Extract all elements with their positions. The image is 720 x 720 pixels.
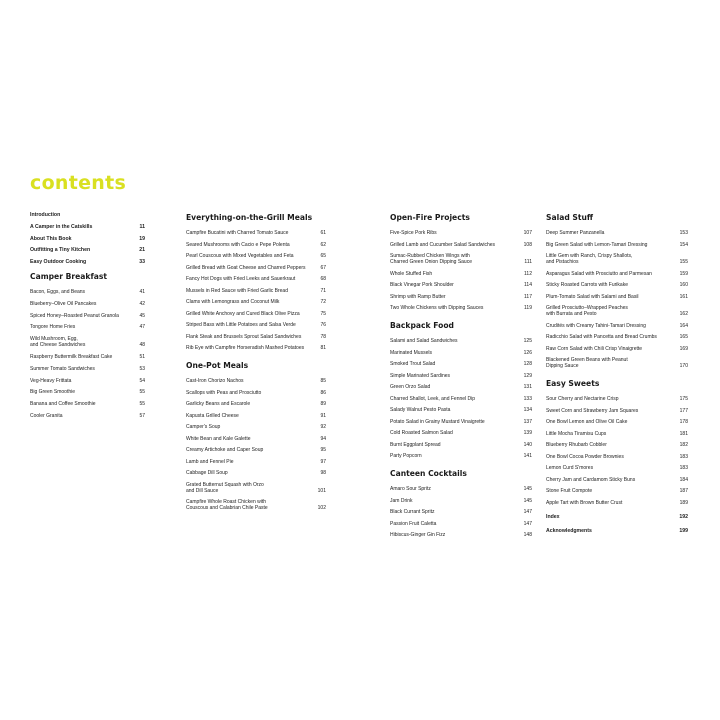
entry-title: Simple Marinated Sardines xyxy=(390,372,451,379)
entry-title: Raw Corn Salad with Chili Crisp Vinaigrette xyxy=(546,345,643,352)
toc-entry xyxy=(30,247,145,253)
entry-page-number: 139 xyxy=(523,430,532,436)
section-heading: Everything-on-the-Grill Meals xyxy=(186,213,313,222)
toc-section xyxy=(546,212,688,369)
entry-title: Cold Roasted Salmon Salad xyxy=(390,430,453,436)
toc-entry xyxy=(390,430,532,436)
toc-entry xyxy=(186,413,326,419)
toc-entry xyxy=(30,401,145,407)
toc-section xyxy=(390,212,532,311)
entry-page-number: 155 xyxy=(679,259,688,265)
section-heading: Canteen Cocktails xyxy=(390,469,467,478)
entry-title: Hibiscus-Ginger Gin Fizz xyxy=(390,532,446,538)
entry-page-number: 145 xyxy=(523,497,532,504)
entry-page-number: 42 xyxy=(139,300,145,307)
entry-page-number: 51 xyxy=(139,353,145,360)
section-heading: One-Pot Meals xyxy=(186,361,249,370)
entry-page-number: 134 xyxy=(523,407,532,413)
toc-item-list xyxy=(186,378,326,511)
entry-page-number: 33 xyxy=(139,259,145,266)
entry-page-number: 184 xyxy=(679,476,688,483)
toc-entry xyxy=(186,242,326,248)
toc-section xyxy=(390,320,532,459)
section-heading: Open-Fire Projects xyxy=(390,213,470,222)
entry-title: Rib Eye with Campfire Horseradish Mashed Potatoes xyxy=(186,345,305,351)
entry-page-number: 161 xyxy=(679,293,688,300)
toc-entry xyxy=(546,442,688,448)
entry-page-number: 160 xyxy=(679,282,688,288)
toc-entry xyxy=(390,230,532,236)
toc-entry xyxy=(186,459,326,465)
toc-entry xyxy=(30,389,145,395)
entry-title: Green Orzo Salad xyxy=(390,384,431,390)
entry-page-number: 192 xyxy=(679,513,688,520)
entry-page-number: 71 xyxy=(320,287,326,294)
entry-page-number: 181 xyxy=(679,430,688,437)
entry-title: Little Gem with Ranch, Crispy Shallots, and Pistachios xyxy=(546,253,633,265)
toc-section xyxy=(30,271,145,419)
entry-title: Blueberry Rhubarb Cobbler xyxy=(546,442,607,448)
entry-page-number: 55 xyxy=(139,401,145,408)
toc-entry xyxy=(186,299,326,305)
entry-page-number: 48 xyxy=(139,342,145,349)
toc-entry xyxy=(390,253,532,265)
entry-page-number: 119 xyxy=(524,305,532,311)
entry-title: Summer Tomato Sandwiches xyxy=(30,365,95,372)
toc-entry xyxy=(546,357,688,369)
toc-entry xyxy=(30,224,145,230)
toc-entry xyxy=(546,408,688,414)
toc-entry xyxy=(390,442,532,448)
entry-title: Sour Cherry and Nectarine Crisp xyxy=(546,396,619,402)
entry-title: Lemon Curd S'mores xyxy=(546,465,594,471)
toc-entry xyxy=(390,407,532,413)
entry-page-number: 78 xyxy=(320,333,326,340)
entry-page-number: 95 xyxy=(320,447,326,453)
toc-entry xyxy=(390,396,532,402)
entry-title: Flank Steak and Brussels Sprout Salad Sandwiches xyxy=(186,333,302,340)
entry-title: Creamy Artichoke and Caper Soup xyxy=(186,447,264,453)
entry-title: Deep Summer Panzanella xyxy=(546,230,605,236)
entry-title: Stone Fruit Compote xyxy=(546,488,593,494)
toc-entry xyxy=(546,500,688,506)
entry-title: Campfire Whole Roast Chicken with Couscous and Calabrian Chile Paste xyxy=(186,499,268,511)
entry-page-number: 147 xyxy=(523,509,532,515)
entry-title: White Bean and Kale Galette xyxy=(186,435,251,442)
toc-entry xyxy=(186,482,326,494)
entry-title: About This Book xyxy=(30,235,72,242)
entry-page-number: 162 xyxy=(679,311,688,317)
entry-page-number: 141 xyxy=(523,453,532,459)
toc-back-matter xyxy=(546,514,688,534)
entry-title: Plum-Tomato Salad with Salami and Basil xyxy=(546,293,639,300)
entry-title: Mussels in Red Sauce with Fried Garlic Bread xyxy=(186,287,288,294)
entry-title: Blueberry–Olive Oil Pancakes xyxy=(30,300,97,307)
toc-entry xyxy=(546,253,688,265)
toc-entry xyxy=(546,282,688,288)
toc-entry xyxy=(546,396,688,402)
toc-entry xyxy=(546,477,688,483)
entry-title: Cast-Iron Chorizo Nachos xyxy=(186,378,244,384)
toc-entry xyxy=(390,350,532,356)
entry-title: Salami and Salad Sandwiches xyxy=(390,338,458,344)
entry-page-number: 147 xyxy=(523,520,532,527)
entry-title: Tongore Home Fries xyxy=(30,324,76,331)
entry-page-number: 68 xyxy=(320,276,326,282)
entry-page-number: 98 xyxy=(320,470,326,476)
section-heading: Camper Breakfast xyxy=(30,271,108,281)
toc-entry xyxy=(30,289,145,295)
entry-title: A Camper in the Catskills xyxy=(30,223,93,230)
entry-page-number: 126 xyxy=(523,349,532,356)
toc-entry xyxy=(186,401,326,407)
entry-page-number: 117 xyxy=(524,293,532,300)
entry-page-number: 55 xyxy=(139,389,145,396)
entry-title: Scallops with Peas and Prosciutto xyxy=(186,389,262,396)
entry-page-number: 183 xyxy=(679,465,688,471)
toc-entry xyxy=(186,390,326,396)
entry-title: Whole Stuffed Fish xyxy=(390,270,433,277)
entry-page-number: 199 xyxy=(679,527,688,534)
entry-title: Grated Butternut Squash with Orzo and Dill Sauce xyxy=(186,481,264,494)
entry-page-number: 177 xyxy=(679,407,688,414)
toc-column-4 xyxy=(546,212,688,542)
entry-title: Index xyxy=(546,513,560,520)
entry-page-number: 54 xyxy=(139,377,145,384)
toc-entry xyxy=(390,384,532,390)
toc-entry xyxy=(30,236,145,242)
entry-title: One Bowl Lemon and Olive Oil Cake xyxy=(546,419,628,425)
entry-page-number: 140 xyxy=(523,441,532,448)
entry-page-number: 165 xyxy=(679,334,688,340)
toc-entry xyxy=(186,230,326,236)
entry-page-number: 62 xyxy=(320,241,326,248)
toc-entry xyxy=(546,334,688,340)
entry-title: Lamb and Fennel Pie xyxy=(186,458,234,465)
entry-page-number: 108 xyxy=(523,241,532,248)
entry-page-number: 102 xyxy=(317,505,326,511)
entry-title: Five-Spice Pork Ribs xyxy=(390,230,437,236)
entry-page-number: 92 xyxy=(320,424,326,430)
entry-page-number: 86 xyxy=(320,389,326,396)
toc-entry xyxy=(546,454,688,460)
entry-page-number: 153 xyxy=(679,230,688,236)
toc-entry xyxy=(390,532,532,538)
toc-entry xyxy=(390,338,532,344)
entry-title: Salady Walnut Pesto Pasta xyxy=(390,407,451,413)
entry-title: Seared Mushrooms with Cacio e Pepe Polenta xyxy=(186,241,290,248)
entry-title: Party Popcorn xyxy=(390,453,422,459)
entry-page-number: 61 xyxy=(320,230,326,236)
entry-page-number: 183 xyxy=(679,453,688,460)
entry-page-number: 57 xyxy=(139,412,145,419)
entry-page-number: 178 xyxy=(679,419,688,425)
toc-entry xyxy=(30,366,145,372)
entry-title: Radicchio Salad with Pancetta and Bread Crumbs xyxy=(546,334,657,340)
toc-entry xyxy=(30,301,145,307)
toc-entry xyxy=(546,242,688,248)
entry-page-number: 187 xyxy=(679,488,688,494)
toc-entry xyxy=(390,521,532,527)
section-heading: Salad Stuff xyxy=(546,213,594,222)
toc-item-list xyxy=(186,230,326,351)
entry-page-number: 19 xyxy=(139,235,145,242)
entry-title: Spiced Honey–Roasted Peanut Granola xyxy=(30,312,119,319)
toc-entry xyxy=(390,294,532,300)
entry-title: Clams with Lemongrass and Coconut Milk xyxy=(186,299,280,305)
toc-entry xyxy=(546,528,688,534)
toc-entry xyxy=(186,334,326,340)
entry-page-number: 159 xyxy=(679,270,688,277)
entry-title: Cooler Granita xyxy=(30,412,63,419)
toc-column-1 xyxy=(30,212,145,425)
entry-title: Campfire Bucatini with Charred Tomato Sauce xyxy=(186,230,289,236)
entry-title: Camper's Soup xyxy=(186,424,221,430)
entry-title: Little Mocha Tiramisu Cups xyxy=(546,430,607,437)
entry-title: Passion Fruit Caletta xyxy=(390,520,437,527)
entry-title: Cherry Jam and Cardamom Sticky Buns xyxy=(546,476,636,483)
toc-entry xyxy=(186,424,326,430)
toc-entry xyxy=(546,305,688,317)
toc-column-3 xyxy=(390,212,532,544)
toc-entry xyxy=(546,230,688,236)
entry-page-number: 125 xyxy=(523,338,532,344)
entry-page-number: 89 xyxy=(320,401,326,407)
entry-page-number: 175 xyxy=(679,396,688,402)
toc-entry xyxy=(186,253,326,259)
entry-title: Crudités with Creamy Tahini-Tamari Dressing xyxy=(546,322,646,329)
entry-title: Apple Tart with Brown Butter Crust xyxy=(546,499,623,506)
page-title: contents xyxy=(30,172,127,194)
toc-entry xyxy=(546,419,688,425)
entry-title: Sweet Corn and Strawberry Jam Squares xyxy=(546,407,639,414)
entry-title: Veg-Heavy Frittata xyxy=(30,377,72,384)
toc-item-list xyxy=(390,338,532,459)
toc-item-list xyxy=(546,396,688,506)
entry-title: Grilled Bread with Goat Cheese and Charred Peppers xyxy=(186,264,306,271)
toc-entry xyxy=(390,271,532,277)
entry-page-number: 21 xyxy=(139,247,145,254)
entry-page-number: 11 xyxy=(139,223,145,230)
entry-title: Grilled Prosciutto–Wrapped Peaches with Burrata and Pesto xyxy=(546,305,628,317)
toc-entry xyxy=(186,378,326,384)
toc-entry xyxy=(186,288,326,294)
toc-entry xyxy=(186,276,326,282)
entry-title: Easy Outdoor Cooking xyxy=(30,259,87,266)
entry-page-number: 97 xyxy=(320,458,326,465)
entry-title: One Bowl Cocoa Powder Brownies xyxy=(546,453,624,460)
entry-title: Potato Salad in Grainy Mustard Vinaigrette xyxy=(390,418,485,425)
toc-section xyxy=(186,212,326,351)
entry-title: Big Green Salad with Lemon-Tamari Dressing xyxy=(546,241,648,248)
entry-page-number: 65 xyxy=(320,253,326,259)
toc-item-list xyxy=(30,289,145,419)
toc-entry xyxy=(186,470,326,476)
entry-page-number: 154 xyxy=(679,241,688,248)
toc-front-matter-list xyxy=(30,212,145,265)
entry-title: Bacon, Eggs, and Beans xyxy=(30,288,86,295)
entry-title: Fancy Hot Dogs with Fried Leeks and Sauerkraut xyxy=(186,276,296,282)
entry-page-number: 91 xyxy=(320,412,326,419)
entry-page-number: 114 xyxy=(524,282,532,288)
toc-entry xyxy=(186,311,326,317)
toc-entry xyxy=(186,499,326,511)
entry-title: Grilled Lamb and Cucumber Salad Sandwiches xyxy=(390,241,496,248)
entry-page-number: 76 xyxy=(320,322,326,328)
entry-page-number: 189 xyxy=(679,499,688,506)
entry-title: Raspberry Buttermilk Breakfast Cake xyxy=(30,353,113,360)
entry-page-number: 47 xyxy=(139,324,145,331)
toc-entry xyxy=(30,378,145,384)
entry-page-number: 170 xyxy=(679,363,688,369)
entry-page-number: 75 xyxy=(320,310,326,317)
entry-page-number: 111 xyxy=(524,259,532,265)
entry-page-number: 164 xyxy=(679,322,688,329)
toc-front-matter-list xyxy=(546,514,688,534)
toc-entry xyxy=(546,488,688,494)
toc-section xyxy=(390,468,532,538)
entry-page-number: 107 xyxy=(523,230,532,236)
entry-page-number: 72 xyxy=(320,299,326,305)
entry-title: Black Vinegar Pork Shoulder xyxy=(390,282,454,288)
toc-entry xyxy=(186,345,326,351)
entry-page-number: 94 xyxy=(320,435,326,442)
toc-entry xyxy=(186,265,326,271)
entry-title: Burnt Eggplant Spread xyxy=(390,441,441,448)
toc-entry xyxy=(390,419,532,425)
entry-title: Charred Shallot, Leek, and Fennel Dip xyxy=(390,395,476,402)
toc-entry xyxy=(390,282,532,288)
entry-page-number: 112 xyxy=(524,270,532,277)
entry-title: Blackened Green Beans with Peanut Dipping Sauce xyxy=(546,357,628,369)
toc-entry xyxy=(546,514,688,520)
entry-title: Black Currant Spritz xyxy=(390,509,435,515)
entry-title: Banana and Coffee Smoothie xyxy=(30,401,96,408)
entry-title: Asparagus Salad with Prosciutto and Parmesan xyxy=(546,270,652,277)
entry-page-number: 128 xyxy=(523,361,532,367)
toc-entry xyxy=(30,336,145,348)
toc-entry xyxy=(30,413,145,419)
toc-entry xyxy=(390,305,532,311)
entry-page-number: 182 xyxy=(679,442,688,448)
toc-entry xyxy=(390,498,532,504)
section-heading: Easy Sweets xyxy=(546,379,600,388)
entry-page-number: 45 xyxy=(139,312,145,319)
entry-title: Grilled White Anchovy and Cured Black Olive Pizza xyxy=(186,310,300,317)
entry-page-number: 137 xyxy=(523,418,532,425)
entry-page-number: 145 xyxy=(523,486,532,492)
entry-page-number: 169 xyxy=(679,345,688,352)
entry-title: Shrimp with Ramp Butter xyxy=(390,293,446,300)
toc-entry xyxy=(390,361,532,367)
toc-entry xyxy=(546,323,688,329)
entry-title: Sumac-Rubbed Chicken Wings with Charred Green Onion Dipping Sauce xyxy=(390,253,472,265)
entry-page-number: 85 xyxy=(320,378,326,384)
entry-title: Pearl Couscous with Mixed Vegetables and Feta xyxy=(186,253,294,259)
entry-page-number: 148 xyxy=(523,532,532,538)
entry-title: Big Green Smoothie xyxy=(30,389,76,396)
entry-title: Kapusta Grilled Cheese xyxy=(186,412,239,419)
toc-entry xyxy=(390,242,532,248)
entry-title: Outfitting a Tiny Kitchen xyxy=(30,247,91,254)
toc-entry xyxy=(30,212,145,218)
entry-title: Jam Drink xyxy=(390,497,413,504)
entry-page-number: 101 xyxy=(317,487,326,494)
entry-page-number: 53 xyxy=(139,365,145,372)
toc-entry xyxy=(30,324,145,330)
toc-item-list xyxy=(546,230,688,369)
toc-entry xyxy=(186,447,326,453)
toc-item-list xyxy=(390,230,532,311)
entry-title: Amaro Sour Spritz xyxy=(390,486,431,492)
toc-entry xyxy=(390,373,532,379)
entry-title: Wild Mushroom, Egg, and Cheese Sandwiches xyxy=(30,336,86,349)
entry-title: Acknowledgments xyxy=(546,527,592,534)
toc-entry xyxy=(546,271,688,277)
toc-entry xyxy=(546,294,688,300)
entry-page-number: 67 xyxy=(320,264,326,271)
entry-title: Two Whole Chickens with Dipping Sauces xyxy=(390,305,484,311)
entry-title: Marinated Mussels xyxy=(390,349,432,356)
toc-entry xyxy=(390,509,532,515)
entry-title: Striped Bass with Little Potatoes and Salsa Verde xyxy=(186,322,296,328)
entry-title: Cabbage Dill Soup xyxy=(186,470,228,476)
toc-entry xyxy=(186,436,326,442)
toc-item-list xyxy=(390,486,532,538)
entry-title: Garlicky Beans and Escarole xyxy=(186,401,251,407)
entry-page-number: 133 xyxy=(523,395,532,402)
toc-entry xyxy=(390,453,532,459)
toc-entry xyxy=(546,431,688,437)
toc-column-2 xyxy=(186,212,326,517)
toc-entry xyxy=(186,322,326,328)
entry-title: Sticky Roasted Carrots with Furikake xyxy=(546,282,628,288)
entry-page-number: 131 xyxy=(523,384,532,390)
entry-title: Smoked Trout Salad xyxy=(390,361,436,367)
toc-entry xyxy=(390,486,532,492)
entry-page-number: 41 xyxy=(139,288,145,295)
entry-page-number: 81 xyxy=(320,345,326,351)
toc-entry xyxy=(546,346,688,352)
toc-entry xyxy=(546,465,688,471)
entry-page-number: 129 xyxy=(523,372,532,379)
toc-entry xyxy=(30,259,145,265)
section-heading: Backpack Food xyxy=(390,321,454,330)
entry-title: Introduction xyxy=(30,212,61,218)
toc-section xyxy=(546,378,688,506)
toc-section xyxy=(186,360,326,511)
toc-entry xyxy=(30,313,145,319)
toc-entry xyxy=(30,354,145,360)
